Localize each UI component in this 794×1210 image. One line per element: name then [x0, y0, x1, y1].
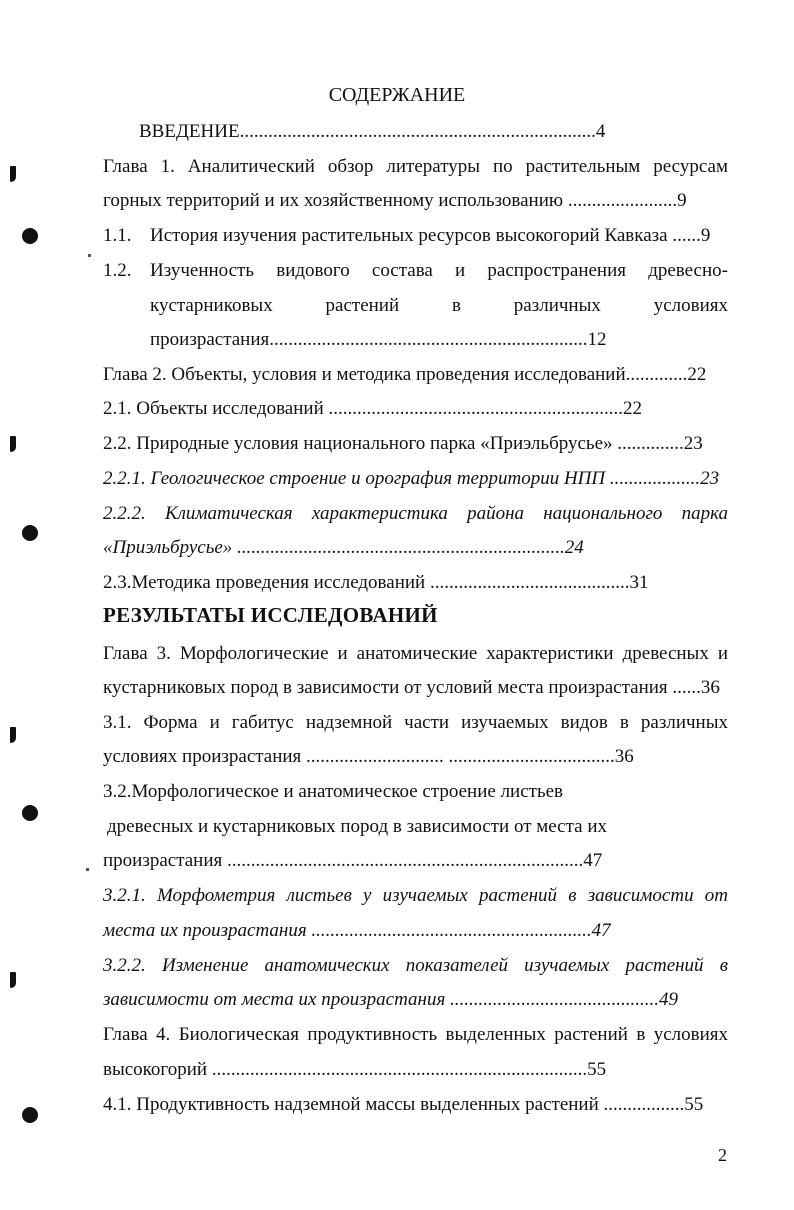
- toc-entry: древесных и кустарниковых пород в зависимости от места их: [107, 816, 607, 837]
- toc-entry: Глава 3. Морфологические и анатомические характеристики древесных и: [103, 643, 728, 664]
- scan-mark: [10, 166, 16, 182]
- toc-entry: «Приэльбрусье» .....................................................................24: [103, 537, 584, 558]
- scan-mark: [10, 727, 16, 743]
- toc-entry: места их произрастания ...........................................................47: [103, 920, 611, 941]
- toc-entry: Глава 2. Объекты, условия и методика проведения исследований.............22: [103, 364, 707, 385]
- toc-entry: Глава 4. Биологическая продуктивность выделенных растений в условиях: [103, 1024, 728, 1045]
- toc-entry: 3.1. Форма и габитус надземной части изучаемых видов в различных: [103, 712, 728, 733]
- scan-mark: [10, 972, 16, 988]
- toc-entry: условиях произрастания ............................. ...................................36: [103, 746, 634, 767]
- toc-entry: зависимости от места их произрастания ............................................49: [103, 989, 679, 1010]
- toc-entry: высокогорий ...............................................................................55: [103, 1059, 607, 1080]
- toc-entry: Изученность видового состава и распространения древесно-: [150, 260, 728, 281]
- toc-entry: кустарниковых растений в различных условиях: [150, 295, 728, 316]
- toc-entry: 2.1. Объекты исследований ..............................................................22: [103, 398, 642, 419]
- toc-entry: ВВЕДЕНИЕ...........................................................................4: [139, 121, 606, 142]
- toc-entry: 3.2.2. Изменение анатомических показателей изучаемых растений в: [103, 955, 728, 976]
- section-heading: РЕЗУЛЬТАТЫ ИССЛЕДОВАНИЙ: [103, 603, 438, 627]
- toc-entry: 3.2.Морфологическое и анатомическое строение листьев: [103, 781, 564, 802]
- binder-hole: [22, 525, 38, 541]
- toc-entry: горных территорий и их хозяйственному использованию .......................9: [103, 190, 687, 211]
- toc-entry: кустарниковых пород в зависимости от условий места произрастания ......36: [103, 677, 720, 698]
- scan-speck: [88, 254, 91, 257]
- toc-entry: История изучения растительных ресурсов высокогорий Кавказа ......9: [150, 225, 711, 246]
- toc-entry-number: 1.1.: [103, 225, 132, 246]
- scan-mark: [10, 436, 16, 452]
- toc-entry: 4.1. Продуктивность надземной массы выделенных растений .................55: [103, 1094, 704, 1115]
- toc-entry: Глава 1. Аналитический обзор литературы по растительным ресурсам: [103, 156, 728, 177]
- toc-entry: произрастания ...........................................................................47: [103, 850, 603, 871]
- binder-hole: [22, 228, 38, 244]
- toc-entry: 2.2.1. Геологическое строение и орография территории НПП ...................23: [103, 468, 720, 489]
- page-number: 2: [718, 1145, 727, 1165]
- toc-entry: 3.2.1. Морфометрия листьев у изучаемых растений в зависимости от: [103, 885, 728, 906]
- binder-hole: [22, 805, 38, 821]
- toc-entry: произрастания...................................................................12: [150, 329, 607, 350]
- page-title: СОДЕРЖАНИЕ: [328, 84, 466, 106]
- toc-entry: 2.3.Методика проведения исследований ..........................................31: [103, 572, 649, 593]
- toc-entry: 2.2.2. Климатическая характеристика района национального парка: [103, 503, 728, 524]
- binder-hole: [22, 1107, 38, 1123]
- scan-speck: [86, 868, 89, 871]
- toc-entry-number: 1.2.: [103, 260, 132, 281]
- toc-entry: 2.2. Природные условия национального парка «Приэльбрусье» ..............23: [103, 433, 703, 454]
